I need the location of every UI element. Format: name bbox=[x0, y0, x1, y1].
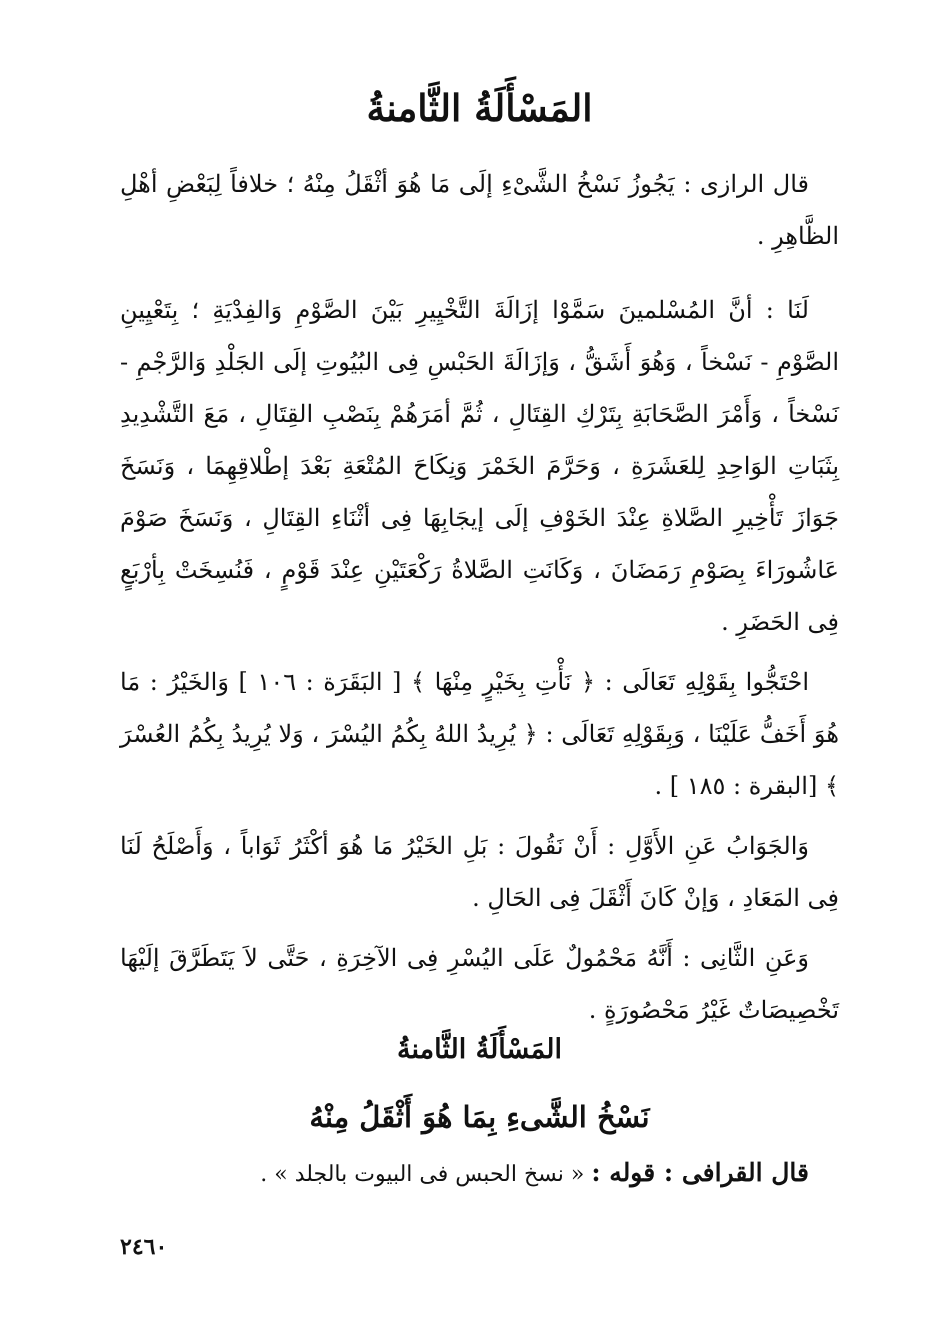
qarafi-lead: قال القرافى : قوله : bbox=[591, 1158, 809, 1187]
section-heading: المَسْأَلَةُ الثَّامنةُ bbox=[397, 1034, 562, 1065]
paragraph-opponents-argument: احْتَجُّوا بِقَوْلِهِ تَعَالَى : ﴿ نَأْتِ بِخَيْرٍ مِنْهَا ﴾ [ البَقَرَة : ١٠٦ ] وَالخَيْرُ : مَا هُوَ أَخَفُّ عَلَيْنَا ، وَبِقَوْلِهِ تَعَالَى : ﴿ يُرِيدُ اللهُ بِكُمُ اليُسْرَ ، وَلا يُرِيدُ بِكُمُ العُسْرَ ﴾ [البقرة : ١٨٥ ] . bbox=[120, 668, 839, 800]
page-number: ٢٤٦٠ bbox=[120, 1234, 168, 1260]
paragraph-answer-second: وَعَنِ الثَّانِى : أَنَّهُ مَحْمُولٌ عَلَى اليُسْرِ فِى الآخِرَةِ ، حَتَّى لاَ يَتَطَرَّقَ إلَيْهَا تَخْصِيصَاتٌ غَيْرُ مَحْصُورَةٍ . bbox=[120, 944, 839, 1024]
paragraph-evidence: لَنَا : أنَّ المُسْلمينَ سَمَّوْا إزَالَةَ التَّخْيِيرِ بَيْنَ الصَّوْمِ وَالفِدْيَةِ ؛ بِتَعْيِينِ الصَّوْمِ - نَسْخاً ، وَهُوَ أَشَقُّ ، وَإزَالَةَ الحَبْسِ فِى البُيُوتِ إلَى الجَلْدِ وَالرَّجْمِ - نَسْخاً ، وَأَمْرَ الصَّحَابَةِ بِتَرْكِ القِتَالِ ، ثُمَّ أمَرَهُمْ بِنَصْبِ القِتَالِ ، مَعَ التَّشْدِيدِ بِثَبَاتِ الوَاحِدِ لِلعَشَرَةِ ، وَحَرَّمَ الخَمْرَ وَنِكَاحَ المُتْعَةِ بَعْدَ إطْلاقِهِمَا ، وَنَسَخَ جَوَازَ تَأْخِيرِ الصَّلاةِ عِنْدَ الخَوْفِ إلَى إيجَابِهَا فِى أثْنَاءِ القِتَالِ ، وَنَسَخَ صَوْمَ عَاشُورَاءَ بِصَوْمِ رَمَضَانَ ، وَكَانَتِ الصَّلاةُ رَكْعَتَيْنِ عِنْدَ قَوْمٍ ، فَنُسِخَتْ بِأرْبَعٍ فِى الحَضَرِ . bbox=[120, 296, 839, 636]
body-text bbox=[120, 158, 839, 1036]
qarafi-quote: « نسخ الحبس فى البيوت بالجلد » . bbox=[260, 1162, 585, 1187]
page-title: المَسْأَلَةُ الثَّامنةُ bbox=[366, 86, 593, 130]
document-page bbox=[120, 0, 839, 1338]
paragraph-razi-statement: قال الرازى : يَجُوزُ نَسْخُ الشَّىْءِ إلَى مَا هُوَ أثْقَلُ مِنْهُ ؛ خلافاً لِبَعْضِ أهْلِ الظَّاهِرِ . bbox=[120, 170, 839, 250]
section-subtitle: نَسْخُ الشَّىءِ بِمَا هُوَ أَثْقَلُ مِنْهُ bbox=[309, 1100, 650, 1134]
paragraph-answer-first: وَالجَوَابُ عَنِ الأَوَّلِ : أَنْ نَقُولَ : بَلِ الخَيْرُ مَا هُوَ أكْثَرُ ثَوَاباً ، وَأَصْلَحُ لَنَا فِى المَعَادِ ، وَإنْ كَانَ أَثْقَلَ فِى الحَالِ . bbox=[120, 832, 839, 912]
qarafi-commentary bbox=[120, 1150, 839, 1198]
